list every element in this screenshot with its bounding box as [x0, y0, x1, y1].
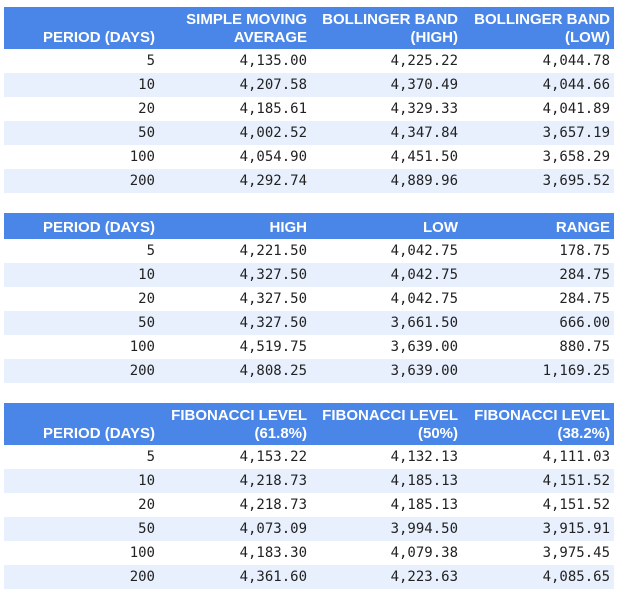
cell-fib-382: 4,111.03 — [542, 449, 610, 465]
cell-period: 5 — [146, 449, 155, 465]
table-row — [4, 121, 614, 145]
cell-fib-382: 4,151.52 — [462, 469, 614, 493]
header-high: HIGH — [159, 213, 311, 239]
cell-fib-618: 4,361.60 — [159, 565, 311, 589]
header-fib-618: FIBONACCI LEVEL (61.8%) — [159, 403, 311, 445]
cell-fib-50: 4,079.38 — [390, 545, 458, 561]
cell-sma: 4,185.61 — [239, 101, 307, 117]
table-row — [4, 517, 614, 541]
cell-period: 5 — [146, 53, 155, 69]
cell-high: 4,327.50 — [159, 263, 311, 287]
cell-bollinger-high: 4,889.96 — [311, 169, 462, 193]
cell-fib-618: 4,183.30 — [239, 545, 307, 561]
cell-low: 3,639.00 — [390, 339, 458, 355]
cell-fib-382: 4,151.52 — [542, 497, 610, 513]
header-row — [4, 213, 614, 239]
table-row — [4, 239, 614, 263]
cell-low: 4,042.75 — [390, 291, 458, 307]
cell-high: 4,327.50 — [159, 311, 311, 335]
header-period: PERIOD (DAYS) — [4, 7, 159, 49]
cell-high: 4,221.50 — [239, 243, 307, 259]
table-row — [4, 311, 614, 335]
cell-sma: 4,207.58 — [159, 73, 311, 97]
table-row — [4, 169, 614, 193]
cell-bollinger-high: 4,370.49 — [311, 73, 462, 97]
cell-fib-382: 3,975.45 — [542, 545, 610, 561]
header-bollinger-high: BOLLINGER BAND (HIGH) — [311, 7, 462, 49]
cell-period: 50 — [4, 311, 159, 335]
table-row — [4, 287, 614, 311]
cell-bollinger-low: 3,695.52 — [462, 169, 614, 193]
cell-low: 3,661.50 — [311, 311, 462, 335]
table-row — [4, 445, 614, 469]
cell-fib-618: 4,153.22 — [239, 449, 307, 465]
cell-range: 1,169.25 — [462, 359, 614, 383]
table-row — [4, 49, 614, 73]
cell-fib-618: 4,073.09 — [159, 517, 311, 541]
cell-period: 200 — [4, 169, 159, 193]
cell-fib-618: 4,218.73 — [159, 469, 311, 493]
cell-range: 284.75 — [462, 263, 614, 287]
cell-period: 5 — [146, 243, 155, 259]
header-low: LOW — [311, 213, 462, 239]
cell-fib-50: 4,185.13 — [390, 497, 458, 513]
table-row — [4, 73, 614, 97]
cell-sma: 4,292.74 — [159, 169, 311, 193]
cell-bollinger-low: 3,658.29 — [542, 149, 610, 165]
cell-period: 100 — [129, 545, 155, 561]
cell-range: 284.75 — [559, 291, 610, 307]
cell-period: 100 — [129, 339, 155, 355]
cell-fib-382: 3,915.91 — [462, 517, 614, 541]
cell-bollinger-high: 4,451.50 — [390, 149, 458, 165]
header-fib-382: FIBONACCI LEVEL (38.2%) — [462, 403, 614, 445]
header-fib-50: FIBONACCI LEVEL (50%) — [311, 403, 462, 445]
cell-period: 20 — [138, 497, 155, 513]
table-row — [4, 145, 614, 169]
cell-high: 4,327.50 — [239, 291, 307, 307]
cell-fib-50: 4,132.13 — [390, 449, 458, 465]
table-row — [4, 493, 614, 517]
cell-period: 50 — [4, 121, 159, 145]
cell-fib-50: 4,223.63 — [311, 565, 462, 589]
cell-bollinger-high: 4,347.84 — [311, 121, 462, 145]
cell-high: 4,519.75 — [239, 339, 307, 355]
cell-bollinger-high: 4,329.33 — [390, 101, 458, 117]
cell-period: 200 — [4, 565, 159, 589]
table-row — [4, 469, 614, 493]
table-row — [4, 359, 614, 383]
cell-period: 50 — [4, 517, 159, 541]
cell-bollinger-low: 4,041.89 — [542, 101, 610, 117]
header-period: PERIOD (DAYS) — [4, 403, 159, 445]
header-sma: SIMPLE MOVING AVERAGE — [159, 7, 311, 49]
cell-bollinger-low: 4,044.66 — [462, 73, 614, 97]
cell-sma: 4,002.52 — [159, 121, 311, 145]
cell-period: 200 — [4, 359, 159, 383]
cell-sma: 4,135.00 — [239, 53, 307, 69]
cell-fib-50: 3,994.50 — [311, 517, 462, 541]
cell-fib-382: 4,085.65 — [462, 565, 614, 589]
cell-range: 666.00 — [462, 311, 614, 335]
cell-range: 178.75 — [559, 243, 610, 259]
high-low-range-table — [4, 213, 614, 383]
cell-period: 20 — [138, 101, 155, 117]
cell-low: 4,042.75 — [390, 243, 458, 259]
cell-low: 4,042.75 — [311, 263, 462, 287]
cell-period: 100 — [129, 149, 155, 165]
header-period: PERIOD (DAYS) — [4, 213, 159, 239]
table-row — [4, 335, 614, 359]
cell-sma: 4,054.90 — [239, 149, 307, 165]
header-row — [4, 7, 614, 49]
cell-period: 20 — [138, 291, 155, 307]
fibonacci-levels-table — [4, 403, 614, 589]
header-bollinger-low: BOLLINGER BAND (LOW) — [462, 7, 614, 49]
cell-high: 4,808.25 — [159, 359, 311, 383]
header-range: RANGE — [462, 213, 614, 239]
table-row — [4, 541, 614, 565]
cell-bollinger-high: 4,225.22 — [390, 53, 458, 69]
table-row — [4, 565, 614, 589]
table-row — [4, 263, 614, 287]
cell-low: 3,639.00 — [311, 359, 462, 383]
header-row — [4, 403, 614, 445]
cell-fib-50: 4,185.13 — [311, 469, 462, 493]
cell-range: 880.75 — [559, 339, 610, 355]
cell-bollinger-low: 4,044.78 — [542, 53, 610, 69]
cell-fib-618: 4,218.73 — [239, 497, 307, 513]
cell-period: 10 — [4, 469, 159, 493]
moving-average-bollinger-table — [4, 7, 614, 193]
cell-bollinger-low: 3,657.19 — [462, 121, 614, 145]
cell-period: 10 — [4, 263, 159, 287]
cell-period: 10 — [4, 73, 159, 97]
table-row — [4, 97, 614, 121]
